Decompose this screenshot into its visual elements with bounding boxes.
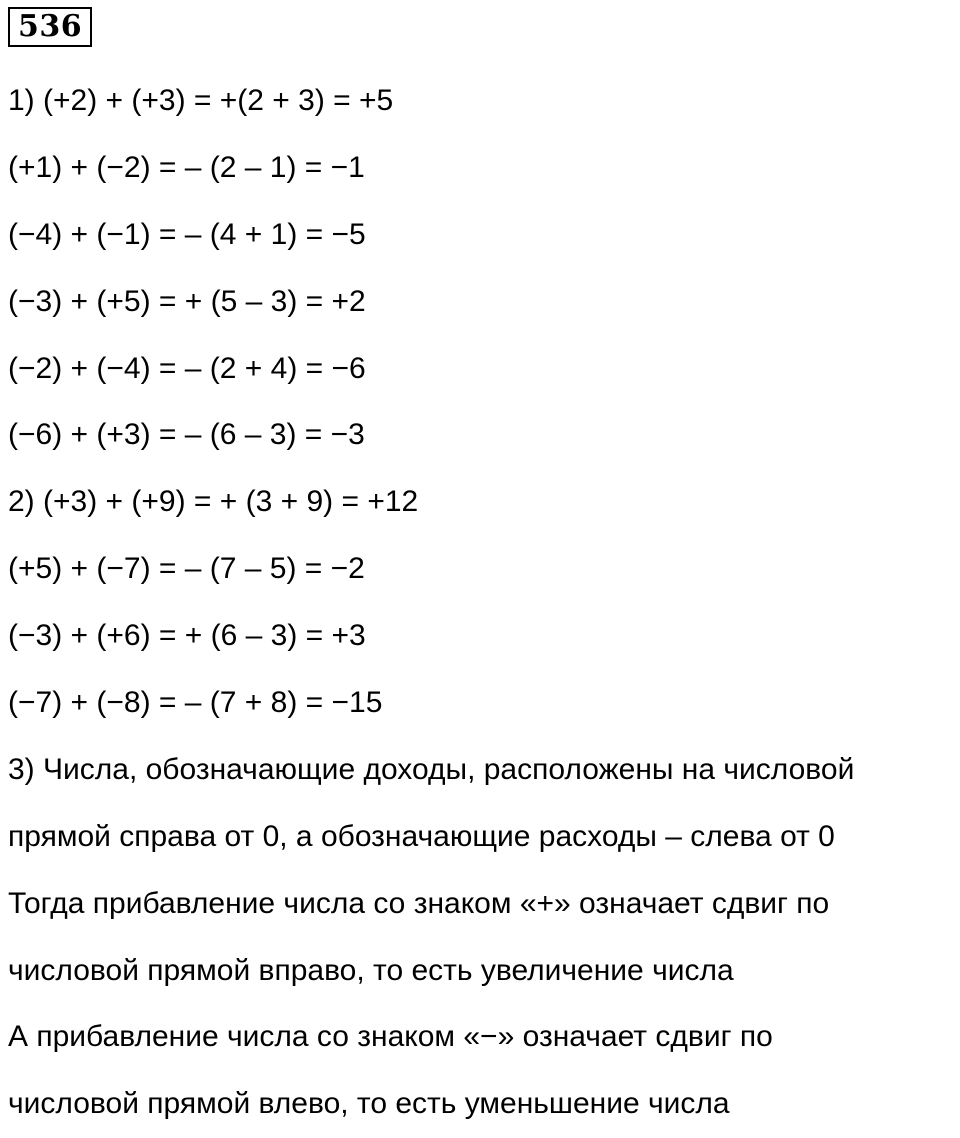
- solution-paragraph-3-line-5: А прибавление числа со знаком «−» означает сдвиг по: [8, 1020, 773, 1054]
- solution-line-2-4: (−7) + (−8) = – (7 + 8) = −15: [8, 686, 383, 720]
- solution-paragraph-3-line-6: числовой прямой влево, то есть уменьшение числа: [8, 1087, 730, 1121]
- solution-paragraph-3-line-2: прямой справа от 0, а обозначающие расходы – слева от 0: [8, 819, 835, 853]
- solution-line-1-1: 1) (+2) + (+3) = +(2 + 3) = +5: [8, 84, 394, 117]
- solution-line-2-2: (+5) + (−7) = – (7 – 5) = −2: [8, 552, 365, 586]
- solution-text: [8, 68, 854, 1138]
- problem-number-badge: 536: [8, 7, 92, 47]
- solution-line-1-6: (−6) + (+3) = – (6 – 3) = −3: [8, 418, 365, 452]
- solution-line-1-4: (−3) + (+5) = + (5 – 3) = +2: [8, 284, 366, 318]
- solution-line-1-3: (−4) + (−1) = – (4 + 1) = −5: [8, 217, 366, 251]
- solution-line-2-3: (−3) + (+6) = + (6 – 3) = +3: [8, 619, 366, 653]
- solution-line-1-2: (+1) + (−2) = – (2 – 1) = −1: [8, 150, 365, 184]
- solution-paragraph-3-line-4: числовой прямой вправо, то есть увеличение числа: [8, 953, 734, 987]
- solution-line-2-1: 2) (+3) + (+9) = + (3 + 9) = +12: [8, 485, 419, 519]
- solution-paragraph-3-line-3: Тогда прибавление числа со знаком «+» означает сдвиг по: [8, 886, 830, 920]
- solution-paragraph-3-line-1: 3) Числа, обозначающие доходы, расположены на числовой: [8, 752, 855, 786]
- solution-line-1-5: (−2) + (−4) = – (2 + 4) = −6: [8, 351, 366, 385]
